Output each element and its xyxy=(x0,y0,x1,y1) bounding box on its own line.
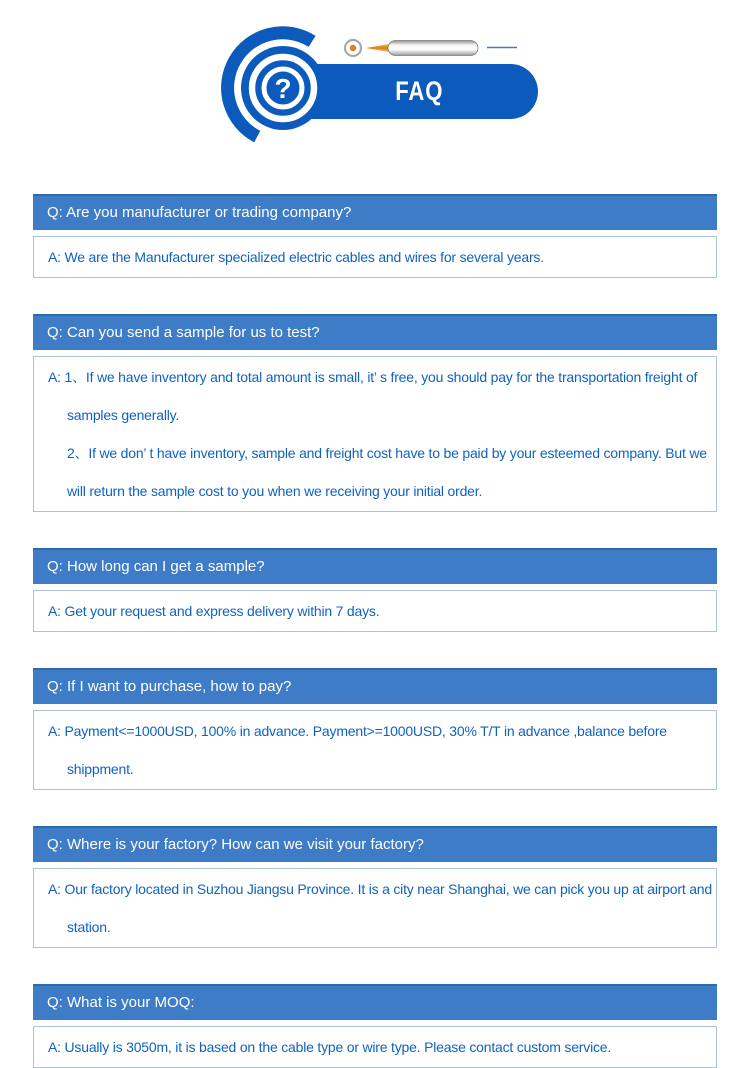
faq-answer-box xyxy=(33,1026,717,1068)
faq-list xyxy=(0,145,750,1068)
faq-answer-box xyxy=(33,590,717,632)
faq-answer-paragraph: A: We are the Manufacturer specialized electric cables and wires for several years. xyxy=(48,249,544,265)
faq-item xyxy=(33,826,717,948)
question-badge-icon xyxy=(215,20,351,145)
faq-question-bar: Q: What is your MOQ: xyxy=(33,984,717,1020)
faq-item xyxy=(33,194,717,278)
faq-answer-box xyxy=(33,868,717,948)
faq-answer-paragraph: A: Payment<=1000USD, 100% in advance. Payment>=1000USD, 30% T/T in advance ,balance before shippment. xyxy=(48,723,667,777)
faq-item xyxy=(33,314,717,512)
faq-answer-paragraph: A: Our factory located in Suzhou Jiangsu Province. It is a city near Shanghai, we can pick you up at airport and station. xyxy=(48,881,712,935)
faq-header xyxy=(0,0,750,145)
faq-item xyxy=(33,984,717,1068)
faq-item xyxy=(33,548,717,632)
faq-question-bar: Q: Where is your factory? How can we visit your factory? xyxy=(33,826,717,862)
faq-answer-box xyxy=(33,710,717,790)
faq-question-bar: Q: Are you manufacturer or trading company? xyxy=(33,194,717,230)
faq-question-bar: Q: If I want to purchase, how to pay? xyxy=(33,668,717,704)
cable-jacket xyxy=(388,41,478,56)
faq-question-bar: Q: How long can I get a sample? xyxy=(33,548,717,584)
faq-answer-paragraph: A: 1、If we have inventory and total amount is small, it’ s free, you should pay for the transportation freight of samples generally. xyxy=(48,369,698,423)
faq-answer-paragraph: 2、If we don’ t have inventory, sample and freight cost have to be paid by your esteemed company. But we will return the sample cost to you when we receiving your initial order. xyxy=(67,445,707,499)
faq-answer-paragraph: A: Usually is 3050m, it is based on the cable type or wire type. Please contact custom service. xyxy=(48,1039,612,1055)
question-mark-glyph: ? xyxy=(274,73,292,104)
cable-icon xyxy=(340,36,520,60)
faq-answer-box xyxy=(33,236,717,278)
faq-item xyxy=(33,668,717,790)
faq-question-bar: Q: Can you send a sample for us to test? xyxy=(33,314,717,350)
faq-title: FAQ xyxy=(395,76,443,106)
faq-answer-paragraph: A: Get your request and express delivery within 7 days. xyxy=(48,603,380,619)
faq-answer-box xyxy=(33,356,717,512)
